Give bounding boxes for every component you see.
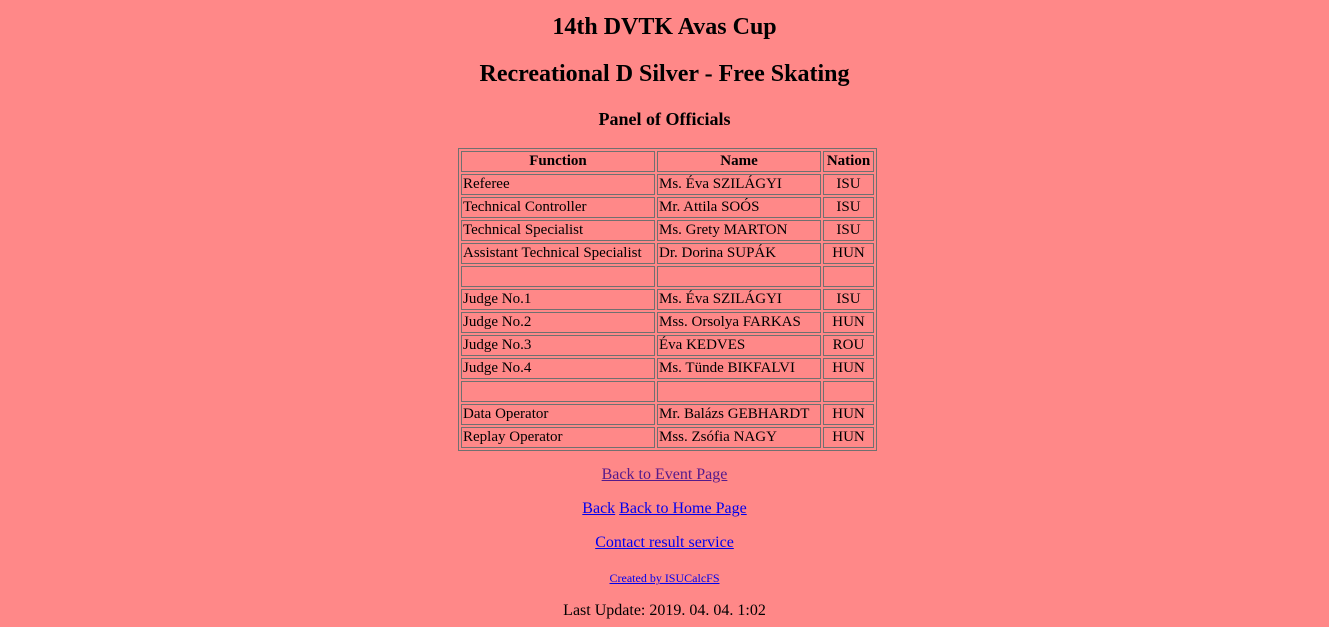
name-cell: Mr. Balázs GEBHARDT: [657, 404, 821, 425]
function-cell: [461, 266, 655, 287]
function-cell: Judge No.4: [461, 358, 655, 379]
name-cell: Ms. Tünde BIKFALVI: [657, 358, 821, 379]
table-row: [461, 335, 874, 356]
nation-cell: HUN: [823, 427, 874, 448]
table-row: [461, 289, 874, 310]
table-row-spacer: [461, 266, 874, 287]
function-cell: Judge No.3: [461, 335, 655, 356]
function-cell: Judge No.1: [461, 289, 655, 310]
nation-cell: HUN: [823, 358, 874, 379]
nation-cell: HUN: [823, 312, 874, 333]
nation-cell: ISU: [823, 220, 874, 241]
function-cell: [461, 381, 655, 402]
last-update: Last Update: 2019. 04. 04. 1:02: [563, 602, 766, 619]
name-cell: Éva KEDVES: [657, 335, 821, 356]
function-cell: Technical Controller: [461, 197, 655, 218]
nation-cell: ISU: [823, 289, 874, 310]
back-link[interactable]: Back: [582, 500, 616, 517]
column-header-nation: Nation: [823, 151, 874, 172]
function-cell: Replay Operator: [461, 427, 655, 448]
category-title: Recreational D Silver - Free Skating: [479, 61, 850, 87]
table-row: [461, 243, 874, 264]
table-row: [461, 197, 874, 218]
nation-cell: HUN: [823, 243, 874, 264]
name-cell: Ms. Grety MARTON: [657, 220, 821, 241]
function-cell: Data Operator: [461, 404, 655, 425]
nation-cell: HUN: [823, 404, 874, 425]
contact-result-service-link[interactable]: Contact result service: [595, 534, 734, 551]
back-links-row: [0, 499, 1329, 519]
back-to-home-page-link[interactable]: Back to Home Page: [619, 500, 747, 517]
function-cell: Referee: [461, 174, 655, 195]
name-cell: [657, 266, 821, 287]
table-row: [461, 427, 874, 448]
name-cell: Mss. Orsolya FARKAS: [657, 312, 821, 333]
created-by-row: [0, 568, 1329, 588]
table-header-row: [461, 151, 874, 172]
nation-cell: [823, 266, 874, 287]
nation-cell: ROU: [823, 335, 874, 356]
event-title: 14th DVTK Avas Cup: [552, 14, 777, 40]
name-cell: Ms. Éva SZILÁGYI: [657, 289, 821, 310]
back-to-event-page-link[interactable]: Back to Event Page: [601, 466, 728, 483]
officials-table: [458, 148, 877, 451]
table-row-spacer: [461, 381, 874, 402]
event-page-link-row: [0, 465, 1329, 485]
column-header-function: Function: [461, 151, 655, 172]
table-row: [461, 404, 874, 425]
section-title: Panel of Officials: [598, 109, 731, 129]
table-row: [461, 174, 874, 195]
name-cell: Mr. Attila SOÓS: [657, 197, 821, 218]
table-row: [461, 312, 874, 333]
function-cell: Assistant Technical Specialist: [461, 243, 655, 264]
nation-cell: ISU: [823, 197, 874, 218]
nation-cell: ISU: [823, 174, 874, 195]
table-row: [461, 358, 874, 379]
table-row: [461, 220, 874, 241]
function-cell: Judge No.2: [461, 312, 655, 333]
created-by-isucalcfs-link[interactable]: Created by ISUCalcFS: [609, 571, 720, 585]
name-cell: Mss. Zsófia NAGY: [657, 427, 821, 448]
name-cell: Dr. Dorina SUPÁK: [657, 243, 821, 264]
nation-cell: [823, 381, 874, 402]
function-cell: Technical Specialist: [461, 220, 655, 241]
column-header-name: Name: [657, 151, 821, 172]
name-cell: [657, 381, 821, 402]
name-cell: Ms. Éva SZILÁGYI: [657, 174, 821, 195]
contact-link-row: [0, 533, 1329, 553]
